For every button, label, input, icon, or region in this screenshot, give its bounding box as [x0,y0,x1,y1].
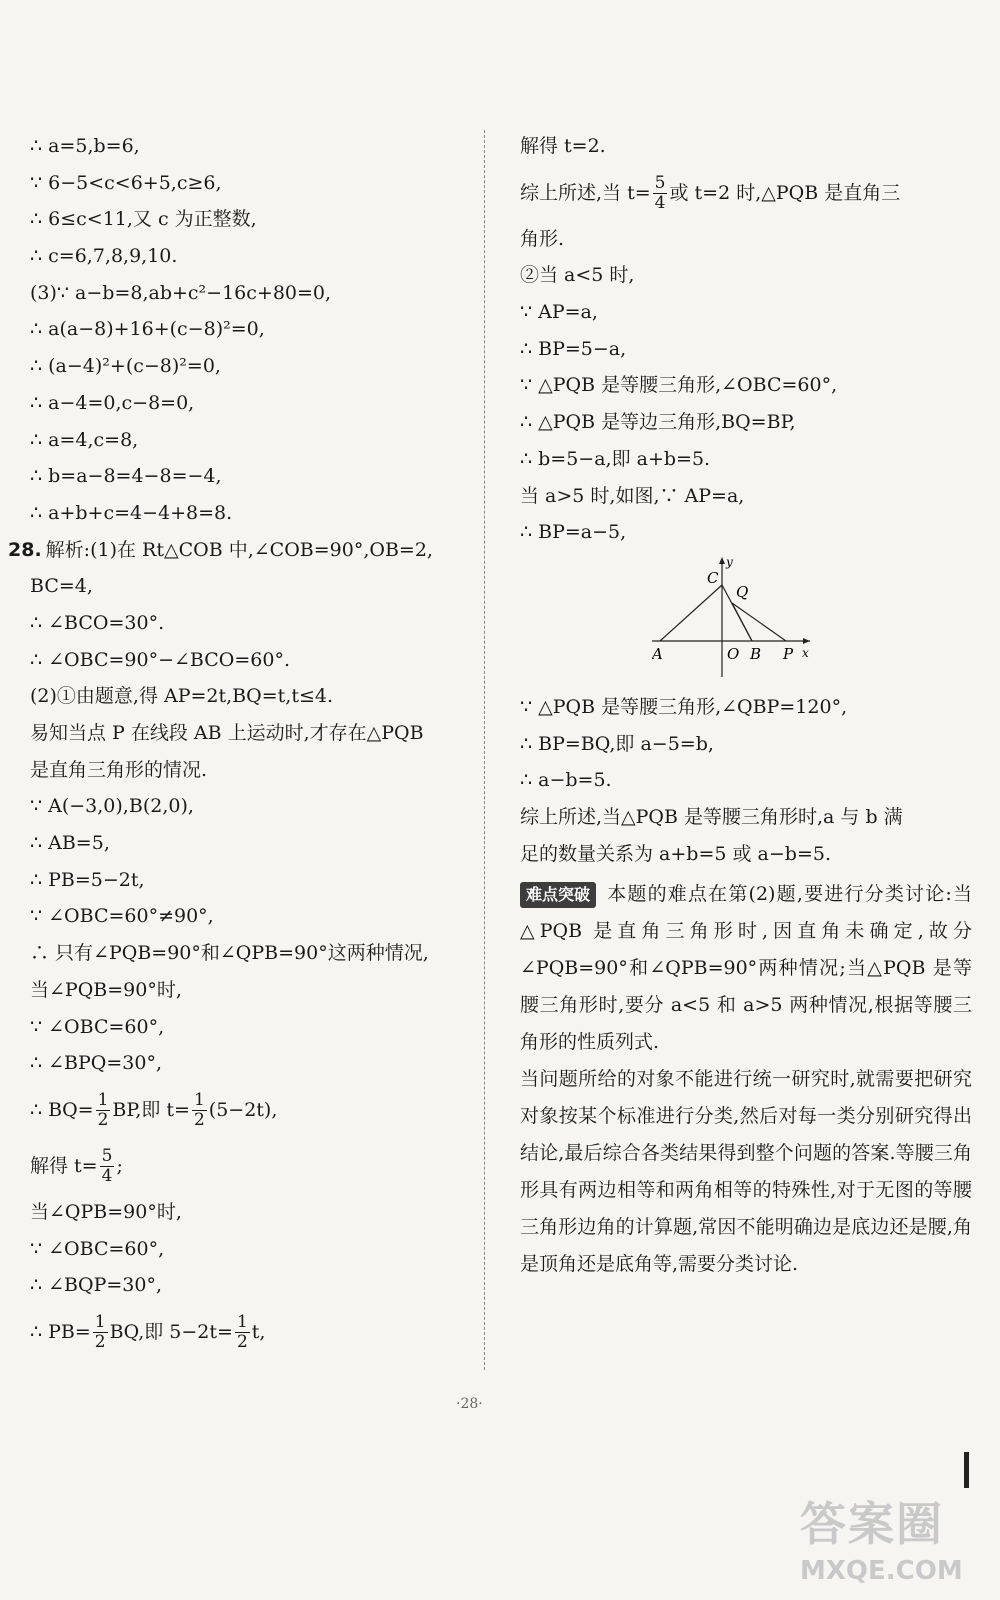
solution-line: ∴ △PQB 是等边三角形,BQ=BP, [520,411,796,434]
solution-line: ∵ ∠OBC=60°≠90°, [30,905,214,928]
solution-line: ∵ 6−5<c<6+5,c≥6, [30,171,222,194]
solution-line: (3)∵ a−b=8,ab+c²−16c+80=0, [30,281,332,304]
solution-line: ∵ AP=a, [520,301,598,324]
solution-line: ∴ b=5−a,即 a+b=5. [520,447,711,470]
solution-line: ∴ a=5,b=6, [30,135,140,157]
difficulty-badge: 难点突破 [520,882,596,908]
solution-line: 角形. [520,227,565,250]
solution-line: 解得 t=2. [520,135,606,157]
solution-line: BC=4, [30,575,93,598]
left-column [8,128,478,1360]
solution-line: ∴ PB=5−2t, [30,868,145,891]
solution-line: 当∠PQB=90°时, [30,978,182,1001]
fraction: $\frac{5}{4}$ [654,172,666,214]
solution-line: 易知当点 P 在线段 AB 上运动时,才存在△PQB [30,722,424,744]
solution-line: ∴ a+b+c=4−4+8=8. [30,501,233,524]
fraction: $\frac{1}{2}$ [94,1311,106,1353]
equation-line: 综上所述,当 t= $\frac{5}{4}$ 或 t=2 时,△PQB 是直角三 [520,172,901,214]
column-divider [484,130,485,1370]
label-b: B [750,644,762,663]
label-p: P [783,644,794,663]
right-column [520,128,972,1283]
solution-line: ∴ ∠OBC=90°−∠BCO=60°. [30,648,290,671]
watermark [800,1488,963,1586]
solution-line: ∵ ∠OBC=60°, [30,1237,165,1260]
watermark-url: MXQE.COM [800,1556,963,1586]
solution-line: ∵ ∠OBC=60°, [30,1015,165,1038]
label-q: Q [736,582,749,601]
label-x: x [802,645,809,660]
solution-line: 综上所述,当△PQB 是等腰三角形时,a 与 b 满 [520,805,903,828]
label-a: A [652,644,663,663]
geometry-figure [520,555,972,683]
difficulty-note [520,876,972,1061]
solution-line: ②当 a<5 时, [520,264,635,287]
y-axis-arrow [719,557,725,564]
solution-line: ∵ △PQB 是等腰三角形,∠OBC=60°, [520,374,838,397]
difficulty-note-text: 本题的难点在第(2)题,要进行分类讨论:当△PQB 是直角三角形时,因直角未确定,故分∠PQB=90°和∠QPB=90°两种情况;当△PQB 是等腰三角形时,要分 a<5 和 a>5 两种情况,根据等腰三角形的性质列式. [520,883,972,1054]
solution-line: ∴ a=4,c=8, [30,428,139,451]
fraction: $\frac{1}{2}$ [236,1311,248,1353]
solution-line: ∴ 6≤c<11,又 c 为正整数, [30,208,257,231]
question-number: 28. [8,538,42,561]
question-28-heading [8,532,478,569]
label-o: O [727,644,740,663]
solution-line: (2)①由题意,得 AP=2t,BQ=t,t≤4. [30,685,333,708]
page-edge-mark [964,1452,969,1488]
question-28-first-line: 解析:(1)在 Rt△COB 中,∠COB=90°,OB=2, [45,538,433,561]
solution-line: ∵ △PQB 是等腰三角形,∠QBP=120°, [520,695,848,718]
solution-line: ∴ ∠BCO=30°. [30,611,165,634]
solution-line: 当 a>5 时,如图,∵ AP=a, [520,484,745,507]
watermark-logo: 答案圈 [800,1497,944,1551]
page-mark: ·28· [456,1396,483,1412]
solution-line: ∴ a−4=0,c−8=0, [30,391,195,414]
label-y: y [726,554,733,569]
solution-line: ∴ c=6,7,8,9,10. [30,245,178,268]
fraction: $\frac{1}{2}$ [193,1089,205,1131]
triangle-diagram [652,555,812,681]
solution-line: 当∠QPB=90°时, [30,1200,182,1223]
solution-line: ∴ BP=a−5, [520,521,627,544]
equation-line: ∴ PB= $\frac{1}{2}$ BQ,即 5−2t= $\frac{1}{2}$ t, [30,1311,266,1353]
solution-line: ∴ b=a−8=4−8=−4, [30,465,222,488]
solution-line: ∴ BP=BQ,即 a−5=b, [520,732,714,755]
segment-ac [660,585,722,641]
solution-line: ∵ A(−3,0),B(2,0), [30,795,194,818]
solution-line: ∴ ∠BPQ=30°, [30,1052,163,1075]
method-note: 当问题所给的对象不能进行统一研究时,就需要把研究对象按某个标准进行分类,然后对每一类分别研究得出结论,最后综合各类结果得到整个问题的答案.等腰三角形具有两边相等和两角相等的特殊性,对于无图的等腰三角形边角的计算题,常因不能明确边是底边还是腰,角是顶角还是底角等,需要分类讨论. [520,1068,972,1276]
solution-line: ∴ a−b=5. [520,769,612,792]
solution-line: ∴ ∠BQP=30°, [30,1274,163,1297]
fraction: $\frac{1}{2}$ [97,1089,109,1131]
solution-line: ∴ BP=5−a, [520,337,627,360]
solution-line: 是直角三角形的情况. [30,758,208,781]
x-axis-arrow [803,638,810,644]
segment-qb [732,603,752,641]
solution-line: ∴ (a−4)²+(c−8)²=0, [30,355,221,378]
fraction: $\frac{5}{4}$ [101,1145,113,1187]
equation-line: 解得 t= $\frac{5}{4}$ ; [30,1145,123,1187]
segment-qp [732,603,786,641]
solution-line: ∴ AB=5, [30,832,110,855]
solution-line: ∴ 只有∠PQB=90°和∠QPB=90°这两种情况, [30,942,429,965]
label-c: C [707,568,719,587]
solution-line: ∴ a(a−8)+16+(c−8)²=0, [30,318,265,341]
solution-line: 足的数量关系为 a+b=5 或 a−b=5. [520,842,831,865]
equation-line: ∴ BQ= $\frac{1}{2}$ BP,即 t= $\frac{1}{2}$ (5−2t), [30,1089,278,1131]
